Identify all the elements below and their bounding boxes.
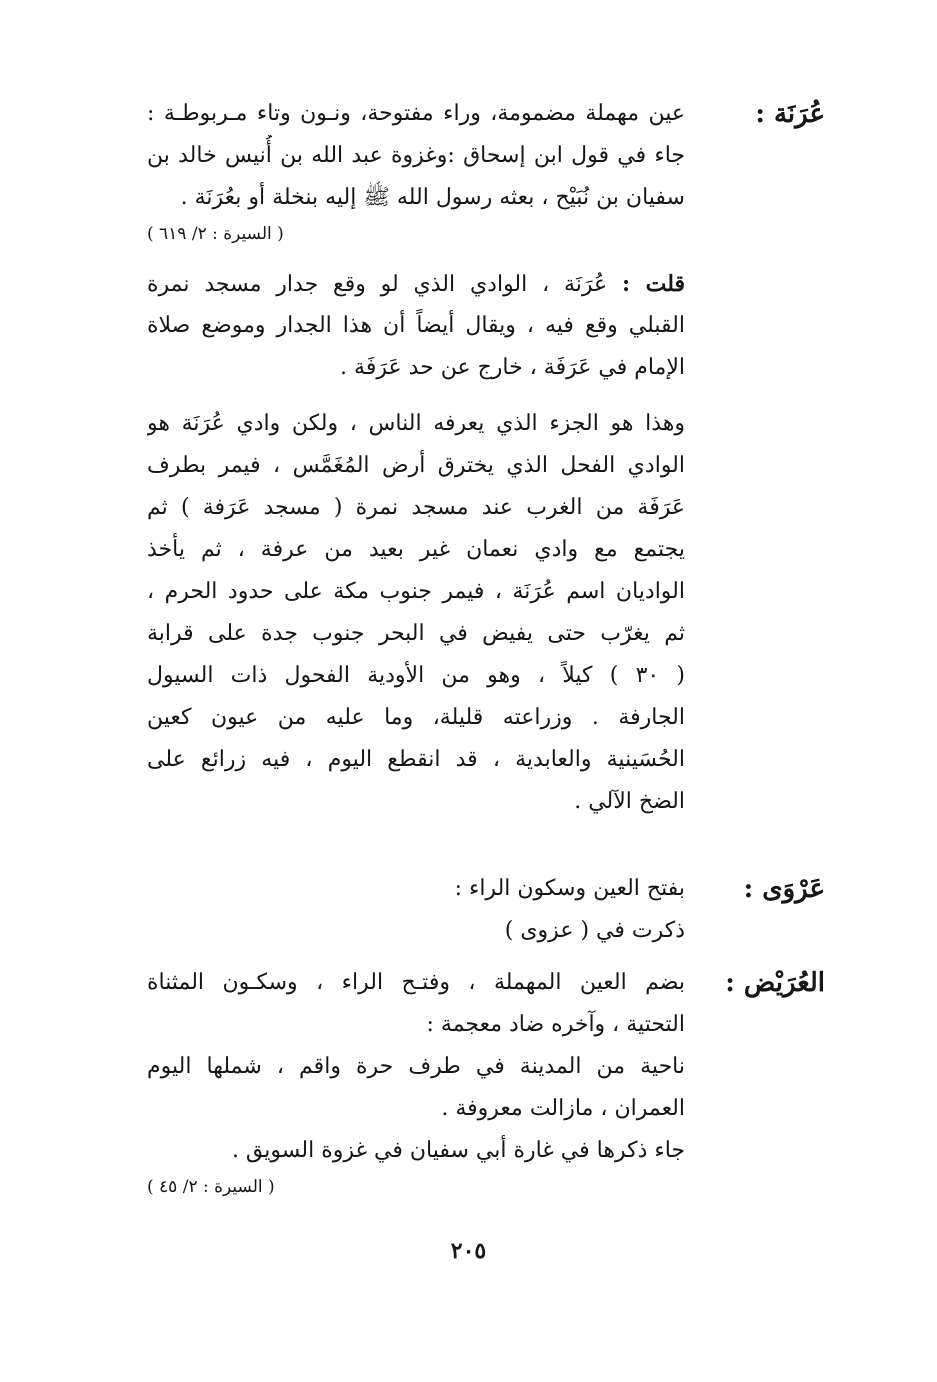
text-line: الحُسَينية والعابدية ، قد انقطع اليوم ، فيه زرائع على (147, 747, 685, 772)
text-line: التحتية ، وآخره ضاد معجمة : (426, 1012, 685, 1037)
entry-body (147, 93, 685, 823)
text-line: القبلي وقع فيه ، ويقال أيضاً أن هذا الجدار وموضع صلاة (147, 313, 685, 338)
text-line: الوادي الفحل الذي يخترق أرض المُغَمَّس ، فيمر بطرف (147, 453, 685, 478)
headword: العُرَيْض : (725, 968, 825, 998)
text-line: الجارفة . وزراعته قليلة، وما عليه من عيون كعين (147, 705, 685, 730)
text-line (147, 263, 685, 305)
entry-body (147, 962, 685, 1202)
text-line: جاء ذكرها في غارة أبي سفيان في غزوة السويق . (231, 1138, 685, 1163)
text-line: ثم يغرّب حتى يفيض في البحر جنوب جدة على قرابة (147, 621, 685, 646)
text-line: ذكرت في ( عزوى ) (504, 918, 685, 943)
paragraph-qult (147, 263, 685, 389)
text-line: العمران ، مازالت معروفة . (441, 1096, 685, 1121)
text-span: عُرَنَة ، الوادي الذي لو وقع جدار مسجد نمرة (147, 272, 608, 297)
text-line: سفيان بن نُبَيْح ، بعثه رسول الله ﷺ إليه بنخلة أو بعُرَنَة . (180, 185, 685, 210)
text-line: عَرَفَة من الغرب عند مسجد نمرة ( مسجد عَرَفة ) ثم (147, 495, 685, 520)
text-line: الإمام في عَرَفَة ، خارج عن حد عَرَفَة . (340, 355, 685, 380)
paragraph-description (147, 403, 685, 823)
text-line: بضم العين المهملة ، وفتـح الراء ، وسكـون المثناة (147, 970, 685, 995)
page-number: ٢٠٥ (450, 1238, 487, 1264)
text-line: وهذا هو الجزء الذي يعرفه الناس ، ولكن وادي عُرَنَة هو (147, 411, 685, 436)
headword: عَرْوَى : (743, 874, 825, 904)
qult-label: قلت : (622, 271, 685, 297)
source-reference: ( السيرة : ٢/ ٦١٩ ) (147, 224, 284, 244)
text-line: جاء في قول ابن إسحاق :وغزوة عبد الله بن أُنيس خالد بن (147, 143, 685, 168)
source-reference: ( السيرة : ٢/ ٤٥ ) (147, 1177, 275, 1197)
text-line: يجتمع مع وادي نعمان غير بعيد من عرفة ، ثم يأخذ (147, 537, 685, 562)
headword: عُرَنَة : (755, 99, 825, 129)
text-line: ( ٣٠ ) كيلاً ، وهو من الأودية الفحول ذات السيول (147, 663, 685, 688)
text-line: بفتح العين وسكون الراء : (454, 876, 685, 901)
text-line: ناحية من المدينة في طرف حرة واقم ، شملها اليوم (147, 1054, 685, 1079)
text-line: عين مهملة مضمومة، وراء مفتوحة، ونـون وتاء مـربوطـة : (147, 101, 685, 126)
text-line: الواديان اسم عُرَنَة ، فيمر جنوب مكة على حدود الحرم ، (147, 579, 685, 604)
entry-body (147, 868, 685, 952)
text-line: الضخ الآلي . (574, 789, 685, 814)
